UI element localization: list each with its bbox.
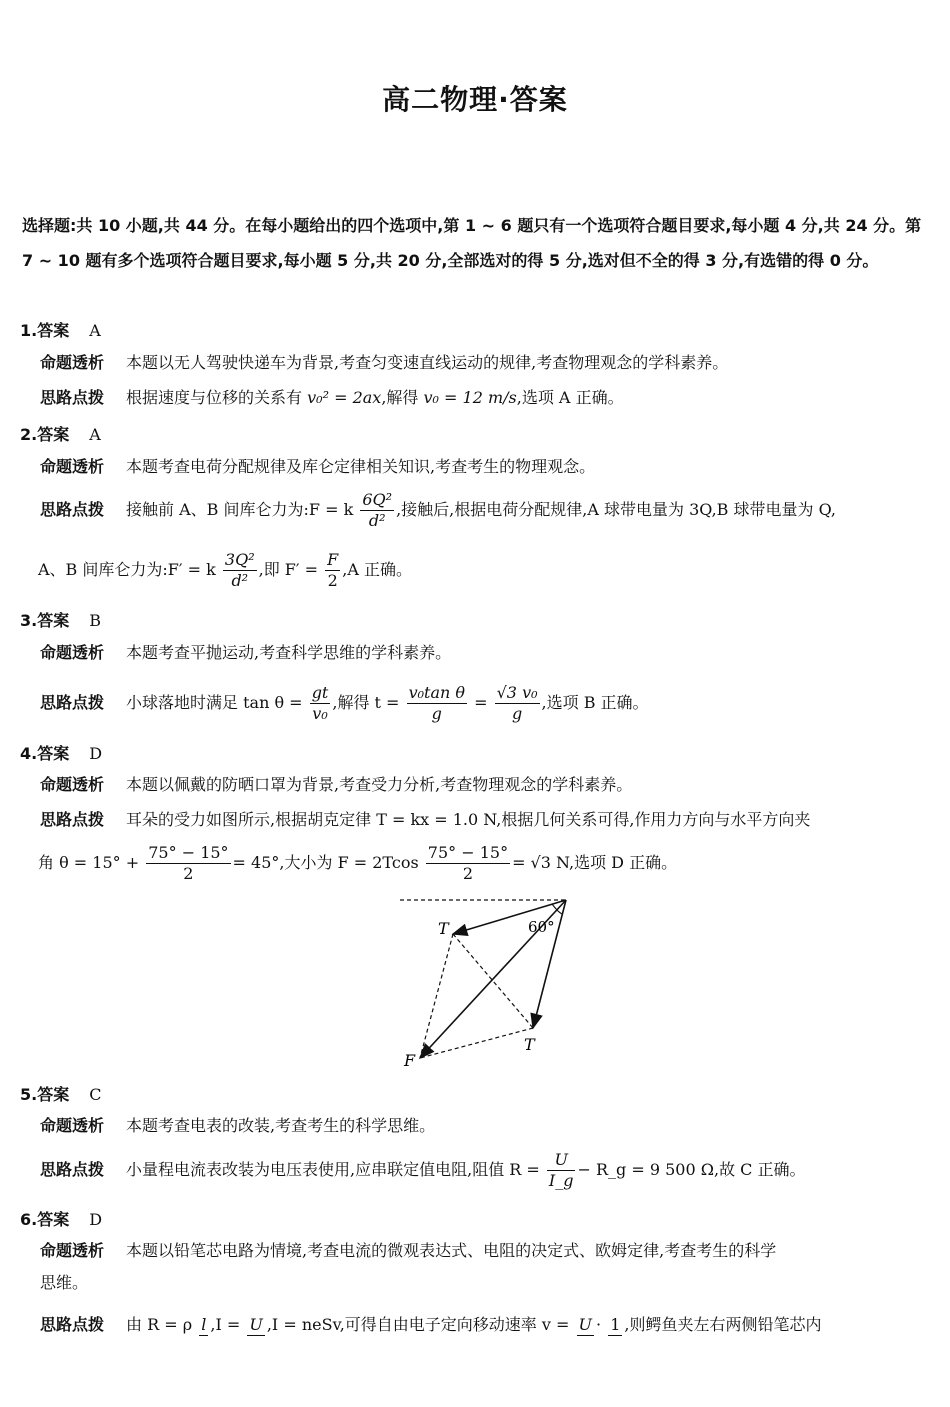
fraction: U xyxy=(249,1315,263,1334)
parallelogram-edge xyxy=(420,1028,533,1058)
question-5-analysis: 命题透析 本题考查电表的改装,考查考生的科学思维。 xyxy=(40,1116,436,1135)
question-6-answer: 6.答案 D xyxy=(20,1210,103,1229)
fraction: 1 xyxy=(610,1315,621,1334)
question-2-hint: 思路点拨 接触前 A、B 间库仑力为:F = k $\frac{\text{6Q²}}{\text{d²}}$ ,接触后,根据电荷分配规律,A 球带电量为 3Q,B 球带电量为 Q, xyxy=(40,490,837,530)
question-2-hint-line2: A、B 间库仑力为:F′ = k $\frac{\text{3Q²}}{\text{d²}}$ ,即 F′ = $\frac{F}{2}$ ,A 正确。 xyxy=(38,550,412,590)
question-2-answer: 2.答案 A xyxy=(20,425,101,444)
question-1-hint: 思路点拨 根据速度与位移的关系有 v₀² = 2ax,解得 v₀ = 12 m/s,选项 A 正确。 xyxy=(40,388,624,407)
formula: v₀ = 12 m/s xyxy=(423,388,517,407)
question-3-hint: 思路点拨 小球落地时满足 tan θ = $\frac{gt}{\text{v₀}}$ ,解得 t = $\frac{\text{v₀tan θ}}{g}$ = $\frac{\text{√3 v₀}}{g}$ ,选项 B 正确。 xyxy=(40,683,649,723)
question-4-hint-line2: 角 θ = 15° + $\frac{75^\circ - 15^\circ}{2}$ = 45°,大小为 F = 2Tcos $\frac{75^\circ - 15^\circ}{2}$ = √3 N,选项 D 正确。 xyxy=(38,843,678,883)
fraction: $\frac{\text{√3 v₀}}{g}$ xyxy=(496,683,538,723)
fraction: l xyxy=(201,1315,207,1334)
fraction: U xyxy=(578,1315,592,1334)
question-4-analysis: 命题透析 本题以佩戴的防晒口罩为背景,考查受力分析,考查物理观念的学科素养。 xyxy=(40,775,633,794)
question-4-hint: 思路点拨 耳朵的受力如图所示,根据胡克定律 T = kx = 1.0 N,根据几何关系可得,作用力方向与水平方向夹 xyxy=(40,810,811,829)
fraction: $\frac{75^\circ - 15^\circ}{2}$ xyxy=(427,843,509,883)
fraction: $\frac{\text{3Q²}}{\text{d²}}$ xyxy=(224,550,255,590)
fraction: $\frac{U}{I\_g}$ xyxy=(548,1150,574,1190)
question-3-answer: 3.答案 B xyxy=(20,611,101,630)
angle-label: 60° xyxy=(528,918,555,936)
question-6-analysis-line2: 思维。 xyxy=(40,1273,89,1292)
fraction: $\frac{F}{2}$ xyxy=(327,550,339,590)
force-label: F xyxy=(404,1051,416,1070)
force-diagram xyxy=(390,890,580,1075)
question-5-answer: 5.答案 C xyxy=(20,1085,102,1104)
question-4-answer: 4.答案 D xyxy=(20,744,103,763)
question-6-hint: 思路点拨 由 R = ρ l ,I = U ,I = neSv,可得自由电子定向移动速率 v = U · 1 ,则鳄鱼夹左右两侧铅笔芯内 xyxy=(40,1315,822,1334)
question-6-analysis: 命题透析 本题以铅笔芯电路为情境,考查电流的微观表达式、电阻的决定式、欧姆定律,考查考生的科学 xyxy=(40,1241,777,1260)
page-title: 高二物理·答案 xyxy=(382,83,568,116)
fraction: $\frac{gt}{\text{v₀}}$ xyxy=(311,683,329,723)
question-2-analysis: 命题透析 本题考查电荷分配规律及库仑定律相关知识,考查考生的物理观念。 xyxy=(40,457,596,476)
question-1-analysis: 命题透析 本题以无人驾驶快递车为背景,考查匀变速直线运动的规律,考查物理观念的学科素养。 xyxy=(40,353,729,372)
question-5-hint: 思路点拨 小量程电流表改装为电压表使用,应串联定值电阻,阻值 R = $\frac{U}{I\_g}$ − R_g = 9 500 Ω,故 C 正确。 xyxy=(40,1150,806,1190)
fraction: $\frac{\text{6Q²}}{\text{d²}}$ xyxy=(362,490,393,530)
question-1-answer: 1.答案 A xyxy=(20,321,101,340)
fraction: $\frac{75^\circ - 15^\circ}{2}$ xyxy=(148,843,229,883)
section-intro: 选择题:共 10 小题,共 44 分。在每小题给出的四个选项中,第 1 ~ 6 题只有一个选项符合题目要求,每小题 4 分,共 24 分。第 7 ~ 10 题有多个选项符合题目要求,每小题 5 分,共 20 分,全部选对的得 5 分,选对但不全的得 3 分,有选错的得 0 分。 xyxy=(22,216,922,270)
formula: v₀² = 2ax xyxy=(307,388,382,407)
tension-label-left: T xyxy=(438,919,449,938)
tension-label-right: T xyxy=(524,1035,535,1054)
fraction: $\frac{\text{v₀tan θ}}{g}$ xyxy=(408,683,466,723)
question-3-analysis: 命题透析 本题考查平抛运动,考查科学思维的学科素养。 xyxy=(40,643,452,662)
